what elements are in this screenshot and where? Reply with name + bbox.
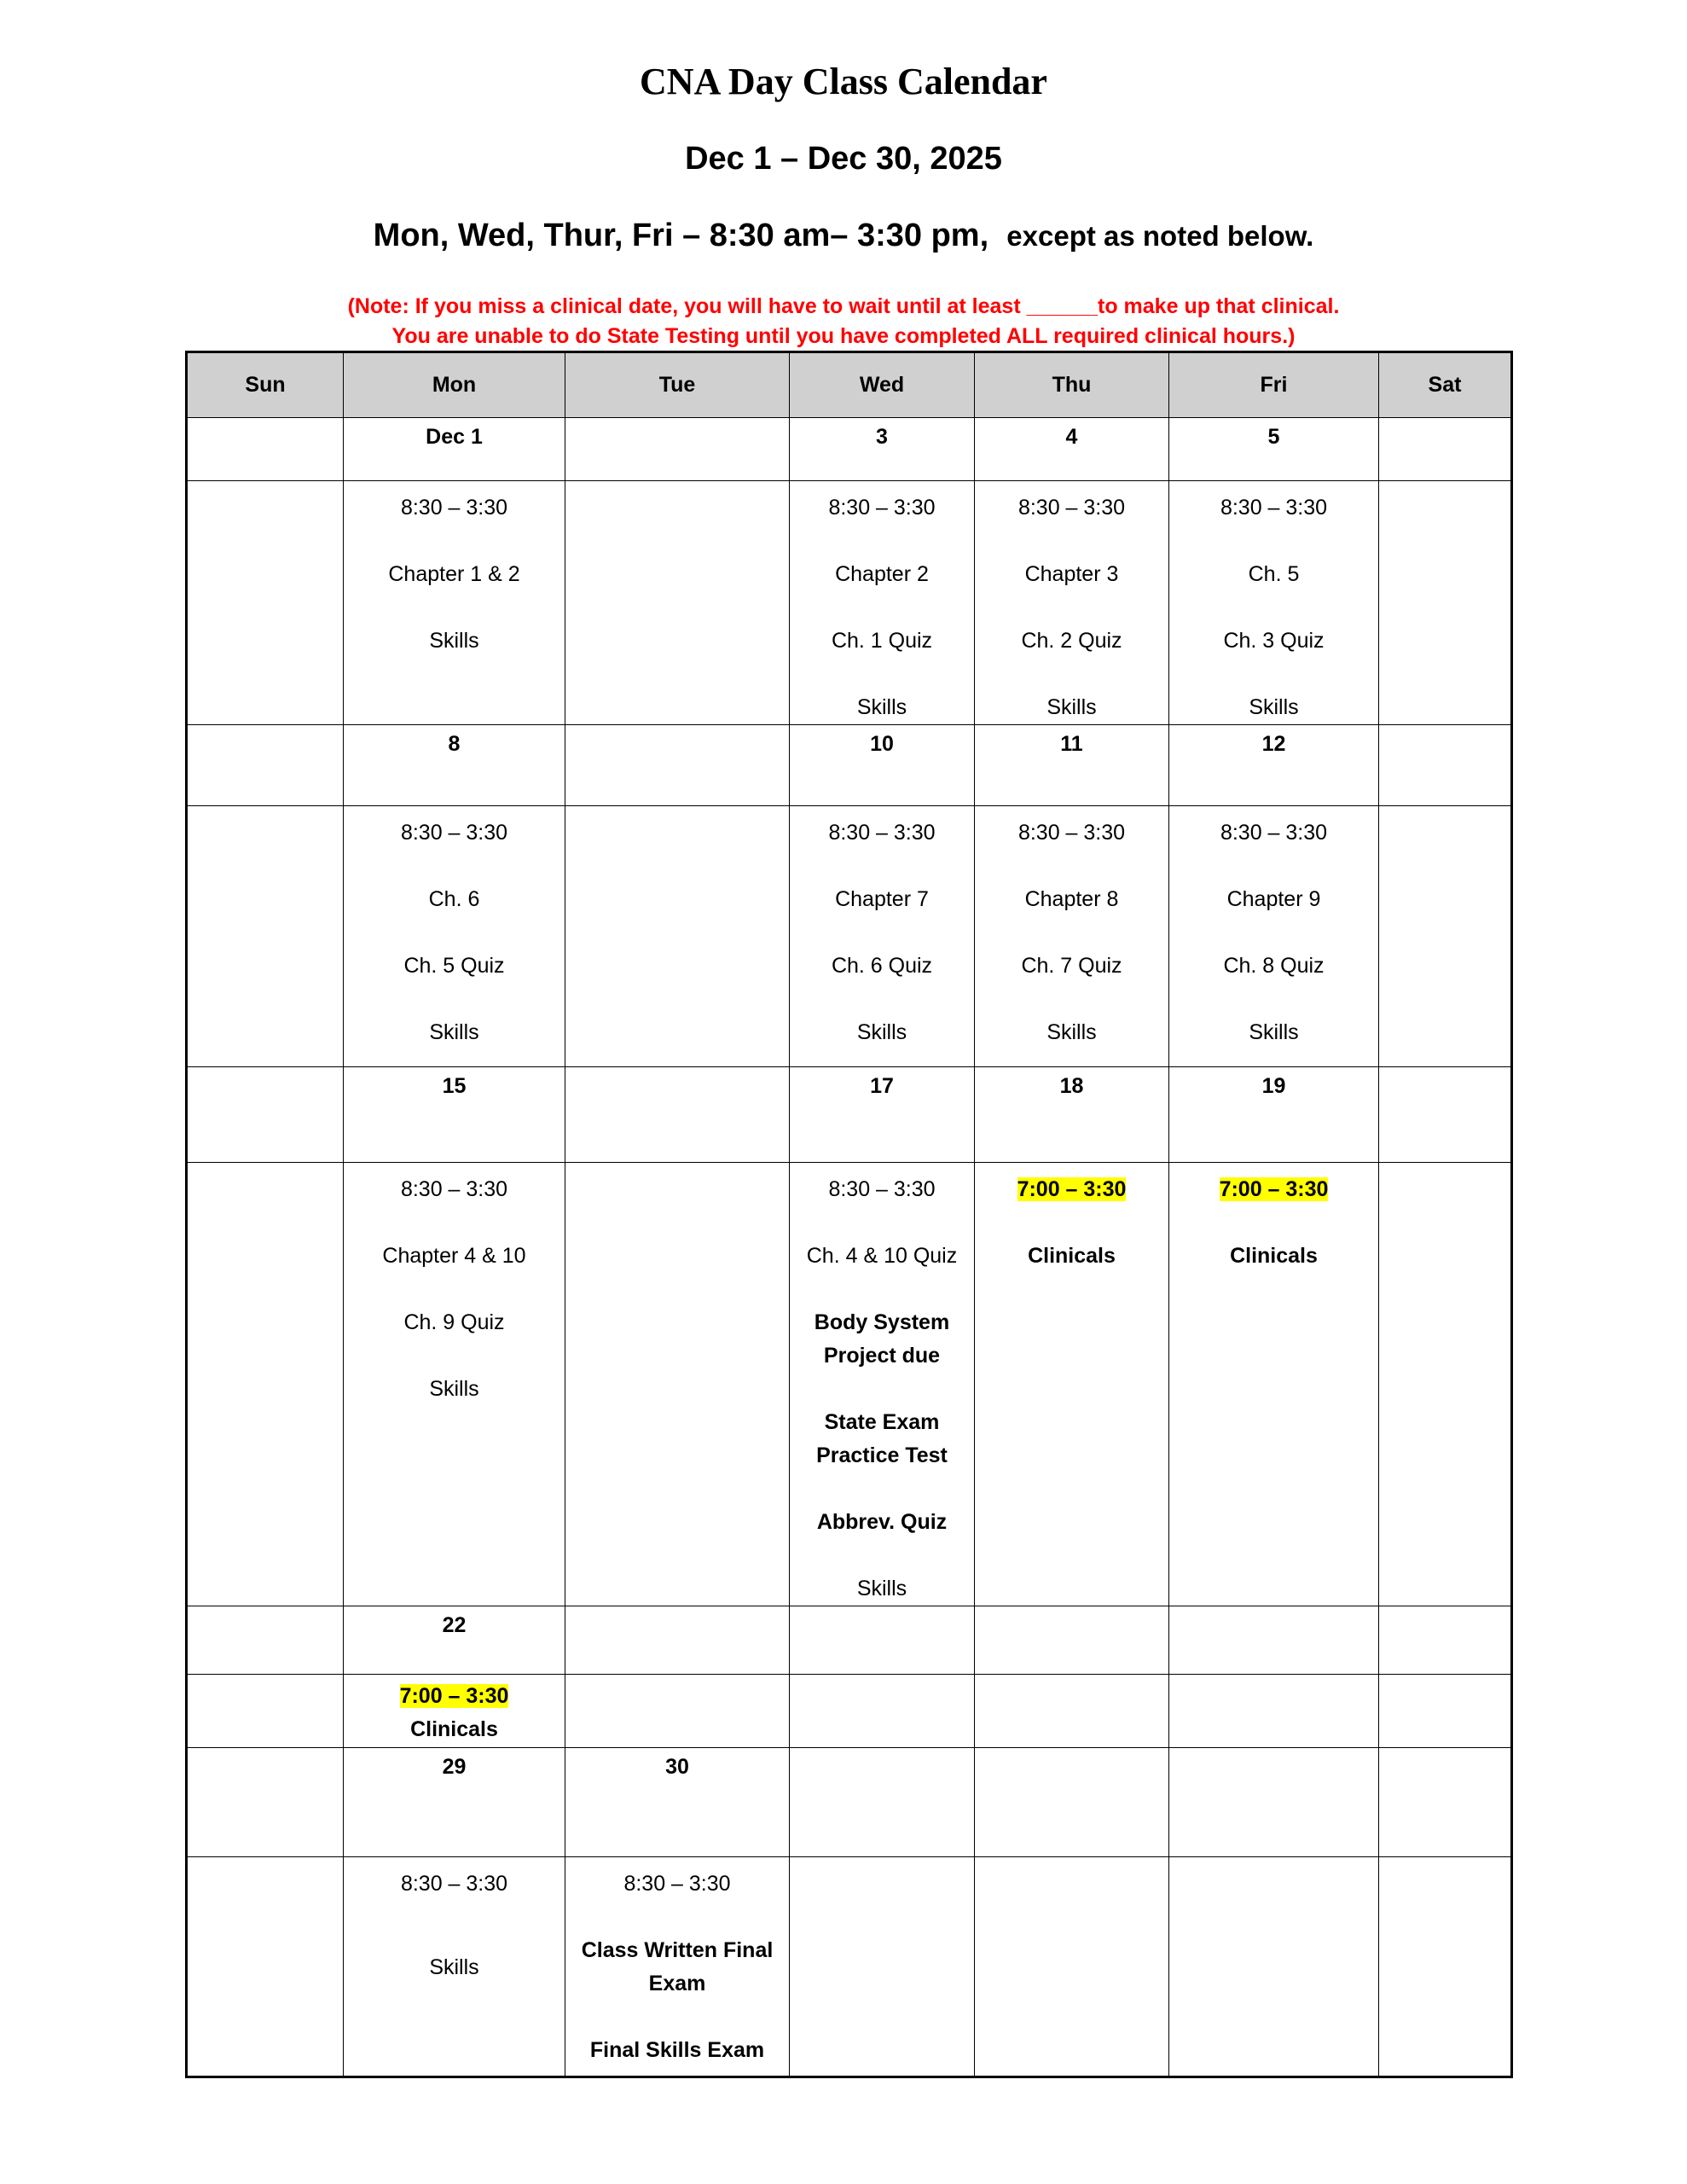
final-skills-exam: Final Skills Exam (589, 2038, 765, 2062)
date-dec-10: 10 (790, 725, 975, 806)
topic: Skills (1046, 695, 1097, 719)
topic: Ch. 6 (428, 887, 480, 911)
topic: Ch. 7 Quiz (1021, 954, 1122, 978)
dec-11-details (975, 806, 1169, 1067)
week4-date-row (187, 1606, 1512, 1675)
date-dec-17: 17 (790, 1067, 975, 1163)
date-dec-4: 4 (975, 418, 1169, 481)
class-time: 8:30 – 3:30 (1220, 496, 1328, 520)
topic: Chapter 9 (1226, 887, 1321, 911)
day-header-tue: Tue (565, 352, 790, 418)
schedule-suffix: except as noted below. (1006, 220, 1314, 252)
written-final-line-1: Class Written Final (581, 1938, 774, 1962)
empty-cell (565, 725, 790, 806)
empty-cell (565, 806, 790, 1067)
class-time: 8:30 – 3:30 (400, 496, 508, 520)
class-time: 8:30 – 3:30 (1017, 496, 1126, 520)
class-time: 8:30 – 3:30 (828, 496, 936, 520)
topic: Skills (856, 1577, 907, 1600)
clinicals-label: Clinicals (410, 1717, 498, 1741)
dec-29-details (344, 1857, 565, 2077)
class-time: 8:30 – 3:30 (1017, 821, 1126, 845)
empty-cell (1169, 1748, 1379, 1857)
week1-content-row (187, 481, 1512, 725)
empty-cell (1379, 725, 1512, 806)
dec-30-details (565, 1857, 790, 2077)
date-dec-15: 15 (344, 1067, 565, 1163)
empty-cell (1379, 1606, 1512, 1675)
dec-19-details (1169, 1163, 1379, 1606)
topic: Skills (856, 695, 907, 719)
topic: Skills (429, 629, 479, 653)
practice-test-line-2: Practice Test (816, 1443, 948, 1467)
clinical-time-highlight: 7:00 – 3:30 (399, 1684, 509, 1708)
empty-cell (187, 1748, 344, 1857)
empty-cell (565, 418, 790, 481)
dec-22-details (344, 1675, 565, 1748)
topic: Skills (856, 1020, 907, 1044)
empty-cell (790, 1857, 975, 2077)
topic: Ch. 1 Quiz (831, 629, 933, 653)
day-header-sat: Sat (1379, 352, 1512, 418)
abbrev-quiz: Abbrev. Quiz (816, 1510, 948, 1534)
class-time: 8:30 – 3:30 (400, 821, 508, 845)
week3-content-row (187, 1163, 1512, 1606)
class-time: 8:30 – 3:30 (828, 821, 936, 845)
topic: Ch. 2 Quiz (1021, 629, 1122, 653)
empty-cell (565, 481, 790, 725)
empty-cell (975, 1748, 1169, 1857)
dec-3-details (790, 481, 975, 725)
weekday-header-row (187, 352, 1512, 418)
dec-15-details (344, 1163, 565, 1606)
page-title: CNA Day Class Calendar (640, 61, 1047, 102)
dec-18-details (975, 1163, 1169, 1606)
week2-content-row (187, 806, 1512, 1067)
project-due-line-1: Body System (814, 1310, 950, 1334)
date-range: Dec 1 – Dec 30, 2025 (685, 141, 1002, 177)
empty-cell (565, 1606, 790, 1675)
topic: Ch. 5 (1248, 562, 1300, 586)
class-time: 8:30 – 3:30 (400, 1177, 508, 1201)
week3-date-row (187, 1067, 1512, 1163)
empty-cell (975, 1857, 1169, 2077)
empty-cell (187, 418, 344, 481)
day-header-wed: Wed (790, 352, 975, 418)
empty-cell (187, 481, 344, 725)
empty-cell (1379, 481, 1512, 725)
written-final-line-2: Exam (648, 1972, 706, 1995)
class-time: 8:30 – 3:30 (623, 1872, 731, 1896)
class-time: 8:30 – 3:30 (400, 1872, 508, 1896)
topic: Chapter 3 (1024, 562, 1119, 586)
empty-cell (1169, 1857, 1379, 2077)
empty-cell (187, 1857, 344, 2077)
date-dec-22: 22 (344, 1606, 565, 1675)
dec-5-details (1169, 481, 1379, 725)
date-dec-19: 19 (1169, 1067, 1379, 1163)
note-line-1: (Note: If you miss a clinical date, you will have to wait until at least ______to make up that clinical. (347, 294, 1340, 318)
empty-cell (790, 1606, 975, 1675)
topic: Chapter 2 (835, 562, 929, 586)
topic: Skills (1249, 1020, 1299, 1044)
week1-date-row (187, 418, 1512, 481)
empty-cell (187, 1606, 344, 1675)
topic: Ch. 5 Quiz (403, 954, 505, 978)
clinicals-label: Clinicals (1230, 1244, 1318, 1268)
day-header-thu: Thu (975, 352, 1169, 418)
week5-date-row (187, 1748, 1512, 1857)
empty-cell (790, 1748, 975, 1857)
empty-cell (187, 1067, 344, 1163)
empty-cell (565, 1163, 790, 1606)
clinical-time-highlight: 7:00 – 3:30 (1017, 1177, 1127, 1201)
empty-cell (1379, 806, 1512, 1067)
day-header-fri: Fri (1169, 352, 1379, 418)
dec-8-details (344, 806, 565, 1067)
calendar-table (185, 351, 1513, 2078)
topic: Ch. 8 Quiz (1223, 954, 1325, 978)
date-dec-29: 29 (344, 1748, 565, 1857)
empty-cell (1379, 1857, 1512, 2077)
empty-cell (1379, 1675, 1512, 1748)
dec-17-details (790, 1163, 975, 1606)
empty-cell (187, 1163, 344, 1606)
topic: Ch. 6 Quiz (831, 954, 933, 978)
topic: Skills (1249, 695, 1299, 719)
topic: Ch. 4 & 10 Quiz (806, 1244, 958, 1268)
topic: Ch. 3 Quiz (1223, 629, 1325, 653)
empty-cell (1379, 1163, 1512, 1606)
topic: Skills (429, 1955, 479, 1979)
empty-cell (1169, 1675, 1379, 1748)
date-dec-11: 11 (975, 725, 1169, 806)
dec-1-details (344, 481, 565, 725)
week5-content-row (187, 1857, 1512, 2077)
empty-cell (187, 806, 344, 1067)
practice-test-line-1: State Exam (824, 1410, 940, 1434)
schedule-hours (0, 218, 1687, 254)
empty-cell (975, 1675, 1169, 1748)
topic: Skills (1046, 1020, 1097, 1044)
empty-cell (187, 725, 344, 806)
topic: Skills (429, 1020, 479, 1044)
empty-cell (1169, 1606, 1379, 1675)
day-header-mon: Mon (344, 352, 565, 418)
date-dec-12: 12 (1169, 725, 1379, 806)
date-dec-30: 30 (565, 1748, 790, 1857)
empty-cell (565, 1067, 790, 1163)
week2-date-row (187, 725, 1512, 806)
week4-content-row (187, 1675, 1512, 1748)
clinical-time-highlight: 7:00 – 3:30 (1219, 1177, 1329, 1201)
topic: Chapter 4 & 10 (382, 1244, 526, 1268)
topic: Chapter 7 (835, 887, 929, 911)
clinicals-label: Clinicals (1028, 1244, 1116, 1268)
empty-cell (1379, 1067, 1512, 1163)
class-time: 8:30 – 3:30 (1220, 821, 1328, 845)
date-dec-3: 3 (790, 418, 975, 481)
date-dec-1: Dec 1 (344, 418, 565, 481)
dec-12-details (1169, 806, 1379, 1067)
day-header-sun: Sun (187, 352, 344, 418)
dec-4-details (975, 481, 1169, 725)
class-time: 8:30 – 3:30 (828, 1177, 936, 1201)
empty-cell (790, 1675, 975, 1748)
topic: Chapter 8 (1024, 887, 1119, 911)
date-dec-8: 8 (344, 725, 565, 806)
topic: Skills (429, 1377, 479, 1401)
empty-cell (1379, 1748, 1512, 1857)
note-line-2: You are unable to do State Testing until you have completed ALL required clinical hours.) (391, 324, 1296, 348)
date-dec-5: 5 (1169, 418, 1379, 481)
empty-cell (975, 1606, 1169, 1675)
project-due-line-2: Project due (823, 1344, 941, 1368)
schedule-main: Mon, Wed, Thur, Fri – 8:30 am– 3:30 pm, (373, 218, 989, 253)
empty-cell (565, 1675, 790, 1748)
empty-cell (187, 1675, 344, 1748)
dec-10-details (790, 806, 975, 1067)
date-dec-18: 18 (975, 1067, 1169, 1163)
topic: Chapter 1 & 2 (388, 562, 520, 586)
topic: Ch. 9 Quiz (403, 1310, 505, 1334)
empty-cell (1379, 418, 1512, 481)
